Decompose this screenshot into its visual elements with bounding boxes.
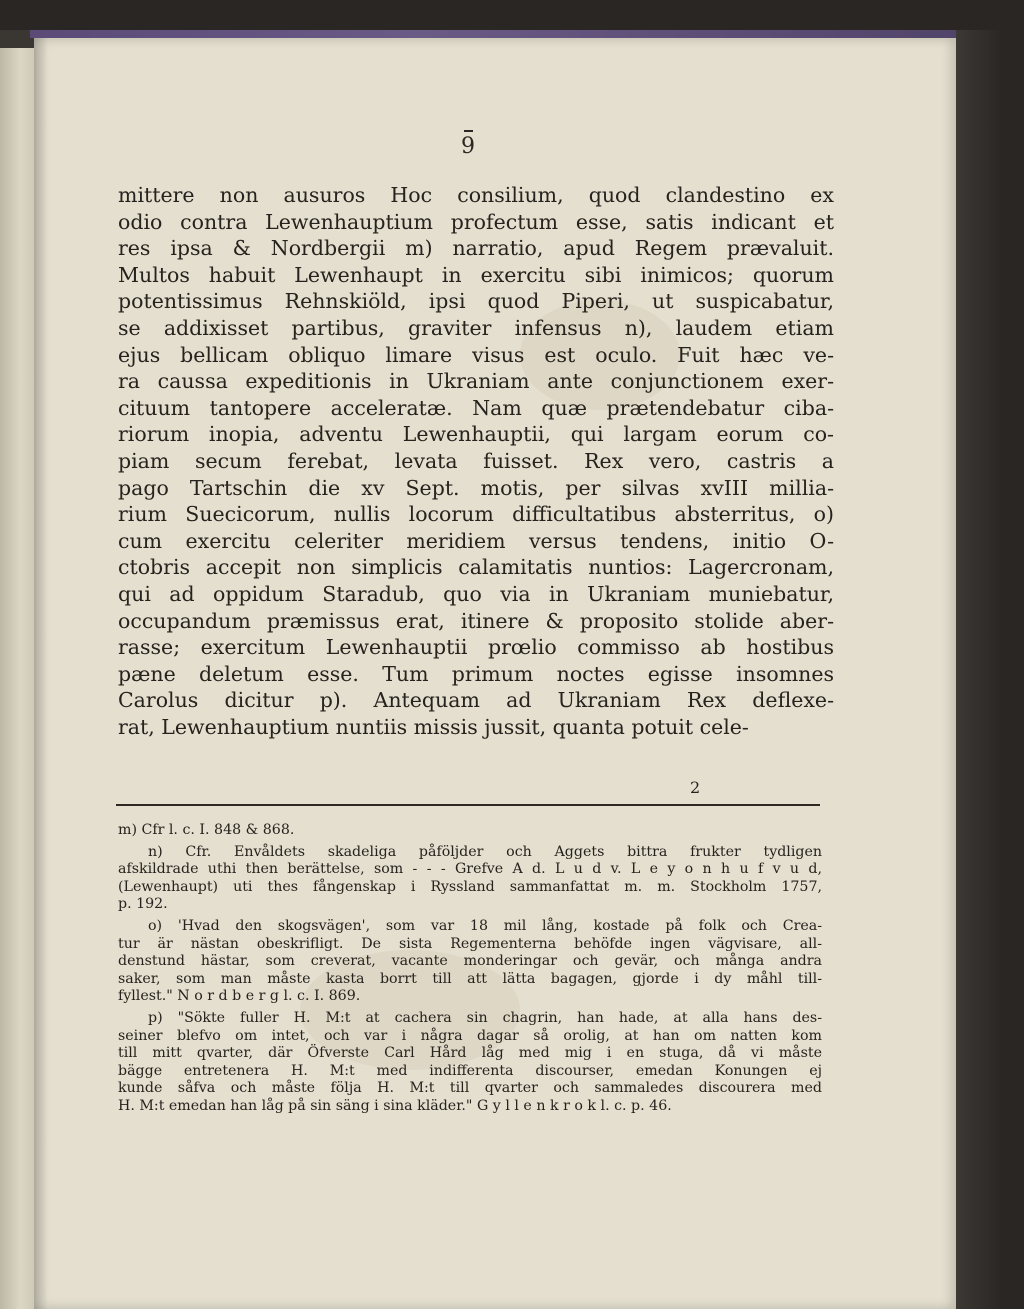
text-line: se addixisset partibus, graviter infensus n), laudem etiam <box>118 315 834 340</box>
text-line: cum exercitu celeriter meridiem versus tendens, initio O- <box>118 528 834 553</box>
footnote-line: n) Cfr. Envåldets skadeliga påföljder och Aggets bittra frukter tydligen <box>148 843 822 860</box>
footnotes <box>118 822 822 1120</box>
text-line: rasse; exercitum Lewenhauptii prœlio commisso ab hostibus <box>118 635 834 660</box>
text-line: ctobris accepit non simplicis calamitatis nuntios: Lagercronam, <box>118 555 834 580</box>
text-line: Carolus dicitur p). Antequam ad Ukraniam Rex deflexe- <box>118 688 834 713</box>
text-line: pago Tartschin die xv Sept. motis, per silvas xvIII millia- <box>118 475 834 500</box>
footnote-rule <box>116 804 820 806</box>
footnote <box>118 844 822 914</box>
text-line: rat, Lewenhauptium nuntiis missis jussit, quanta potuit cele- <box>118 714 749 739</box>
text-line: Multos habuit Lewenhaupt in exercitu sibi inimicos; quorum <box>118 262 834 287</box>
text-line: ra caussa expeditionis in Ukraniam ante conjunctionem exer- <box>118 369 834 394</box>
text-line: odio contra Lewenhauptium profectum esse, satis indicant et <box>118 209 834 234</box>
footnote-line: saker, som man måste kasta borrt till att lätta bagagen, gjorde i dy måhl till- <box>118 970 822 987</box>
footnote <box>118 1010 822 1116</box>
text-line: res ipsa & Nordbergii m) narratio, apud Regem prævaluit. <box>118 236 834 261</box>
main-text-body <box>118 182 834 740</box>
footnote-line: (Lewenhaupt) uti thes fångenskap i Ryssland sammanfattat m. m. Stockholm 1757, <box>118 878 822 895</box>
signature-mark: 2 <box>690 778 701 797</box>
footnote-line: till mitt qvarter, där Öfverste Carl Hård låg med mig i en stuga, då vi måste <box>118 1045 822 1062</box>
text-line: occupandum præmissus erat, itinere & proposito stolide aber- <box>118 608 834 633</box>
footnote-line: p. 192. <box>118 896 168 913</box>
footnote-line: bägge entretenera H. M:t med indifferenta discourser, emedan Konungen ej <box>118 1062 822 1079</box>
footnote-line: fyllest." N o r d b e r g l. c. I. 869. <box>118 988 361 1005</box>
text-line: pæne deletum esse. Tum primum noctes egisse insomnes <box>118 661 834 686</box>
text-line: potentissimus Rehnskiöld, ipsi quod Piperi, ut suspicabatur, <box>118 289 834 314</box>
page-number: 9 <box>448 134 488 159</box>
text-line: qui ad oppidum Staradub, quo via in Ukraniam muniebatur, <box>118 581 834 606</box>
footnote-line: afskildrade uthi then berättelse, som - - - Grefve A d. L u d v. L e y o n h u f v u d, <box>118 861 822 878</box>
footnote-line: denstund hästar, som creverat, vacante monderingar och gevär, och många andra <box>118 953 822 970</box>
spine-shadow <box>34 38 48 1309</box>
text-line: rium Suecicorum, nullis locorum difficultatibus absterritus, o) <box>118 502 834 527</box>
text-line: ejus bellicam obliquo limare visus est oculo. Fuit hæc ve- <box>118 342 834 367</box>
footnote <box>118 918 822 1006</box>
text-line: mittere non ausuros Hoc consilium, quod clandestino ex <box>118 183 834 207</box>
footnote-line: o) 'Hvad den skogsvägen', som var 18 mil lång, kostade på folk och Crea- <box>148 917 822 934</box>
footnote-line: kunde såfva och måste följa H. M:t till qvarter och sammaledes discourera med <box>118 1080 822 1097</box>
text-line: riorum inopia, adventu Lewenhauptii, qui largam eorum co- <box>118 422 834 447</box>
footnote-line: seiner blefvo om intet, och var i några dagar så orolig, at han om natten kom <box>118 1027 822 1044</box>
footnote-line: tur är nästan obeskrifligt. De sista Regementerna behöfde ingen vägvisare, all- <box>118 935 822 952</box>
text-line: cituum tantopere acceleratæ. Nam quæ prætendebatur ciba- <box>118 395 834 420</box>
footnote <box>118 822 822 840</box>
footnote-line: m) Cfr l. c. I. 848 & 868. <box>118 822 295 838</box>
footnote-line: p) "Sökte fuller H. M:t at cachera sin chagrin, han hade, at alla hans des- <box>148 1009 822 1026</box>
right-cover-edge <box>956 30 1000 1309</box>
text-line: piam secum ferebat, levata fuisset. Rex vero, castris a <box>118 448 834 473</box>
footnote-line: H. M:t emedan han låg på sin säng i sina kläder." G y l l e n k r o k l. c. p. 46. <box>118 1097 672 1114</box>
cover-edge <box>30 30 1000 38</box>
left-page-edge <box>0 48 34 1309</box>
